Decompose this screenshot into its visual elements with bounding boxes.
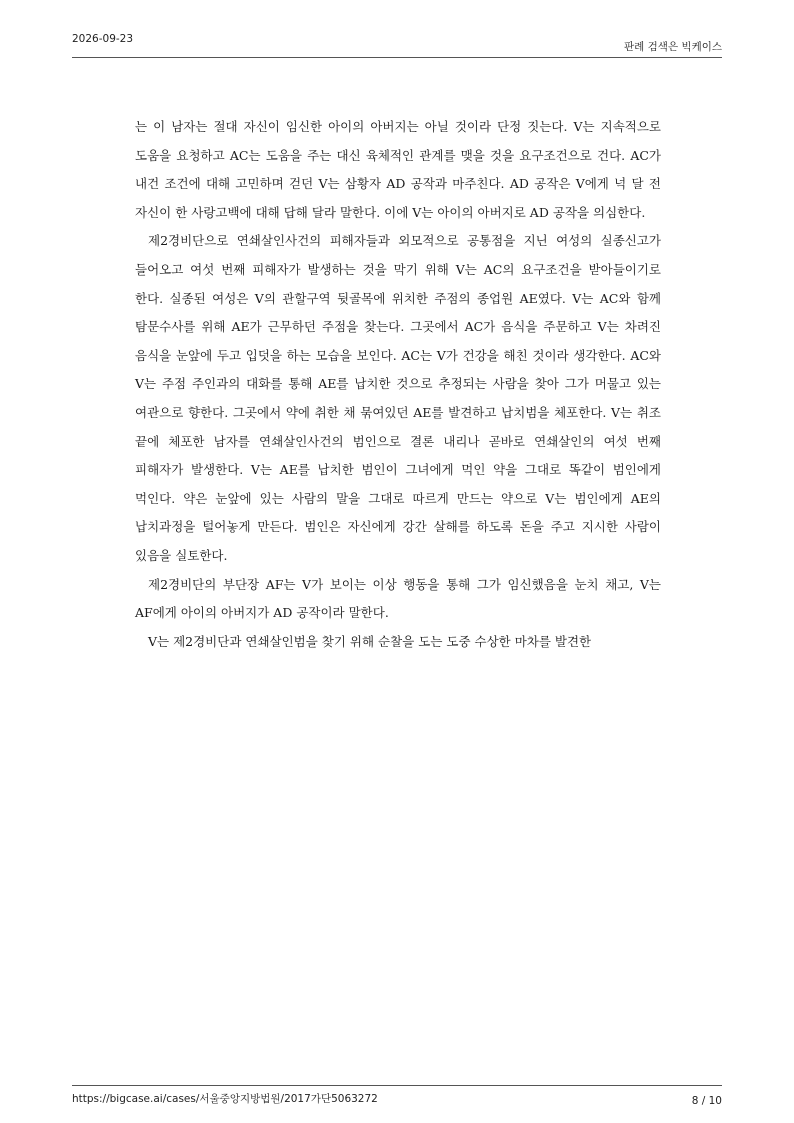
body-paragraph: 는 이 남자는 절대 자신이 임신한 아이의 아버지는 아닐 것이라 단정 짓는다. V는 지속적으로 도움을 요청하고 AC는 도움을 주는 대신 육체적인 관계를 맺을 것을 요구조건으로 건다. AC가 내건 조건에 대해 고민하며 걷던 V는 삼황자 AD 공작과 마주친다. AD 공작은 V에게 넉 달 전 자신이 한 사랑고백에 대해 답해 달라 말한다. 이에 V는 아이의 아버지로 AD 공작을 의심한다.	[135, 119, 661, 220]
body-paragraph: 제2경비단의 부단장 AF는 V가 보이는 이상 행동을 통해 그가 임신했음을 눈치 채고, V는 AF에게 아이의 아버지가 AD 공작이라 말한다.	[135, 576, 661, 621]
body-paragraph: 제2경비단으로 연쇄살인사건의 피해자들과 외모적으로 공통점을 지닌 여성의 실종신고가 들어오고 여섯 번째 피해자가 발생하는 것을 막기 위해 V는 AC의 요구조건을 받아들이기로 한다. 실종된 여성은 V의 관할구역 뒷골목에 위치한 주점의 종업원 AE였다. V는 AC와 함께 탐문수사를 위해 AE가 근무하던 주점을 찾는다. 그곳에서 AC가 음식을 주문하고 V는 차려진 음식을 눈앞에 두고 입덧을 하는 모습을 보인다. AC는 V가 건강을 해친 것이라 생각한다. AC와 V는 주점 주인과의 대화를 통해 AE를 납치한 것으로 추정되는 사람을 찾아 그가 머물고 있는 여관으로 향한다. 그곳에서 약에 취한 채 묶여있던 AE를 발견하고 납치범을 체포한다. V는 취조 끝에 체포한 남자를 연쇄살인사건의 범인으로 결론 내리나 곧바로 연쇄살인의 여섯 번째 피해자가 발생한다. V는 AE를 납치한 범인이 그녀에게 먹인 약을 그대로 똑같이 범인에게 먹인다. 약은 눈앞에 있는 사람의 말을 그대로 따르게 만드는 약으로 V는 범인에게 AE의 납치과정을 털어놓게 만든다. 범인은 자신에게 강간 살해를 하도록 돈을 주고 지시한 사람이 있음을 실토한다.	[135, 233, 661, 563]
header-divider	[72, 57, 722, 58]
footer-url: https://bigcase.ai/cases/서울중앙지방법원/2017가단5063272	[72, 1093, 378, 1105]
document-body	[135, 113, 661, 656]
header-date: 2026-09-23	[72, 33, 134, 45]
header-site-label: 판례 검색은 빅케이스	[624, 41, 722, 53]
body-paragraph: V는 제2경비단과 연쇄살인범을 찾기 위해 순찰을 도는 도중 수상한 마차를 발견한	[148, 633, 592, 649]
footer-divider	[72, 1085, 722, 1086]
page-indicator: 8 / 10	[691, 1095, 722, 1107]
